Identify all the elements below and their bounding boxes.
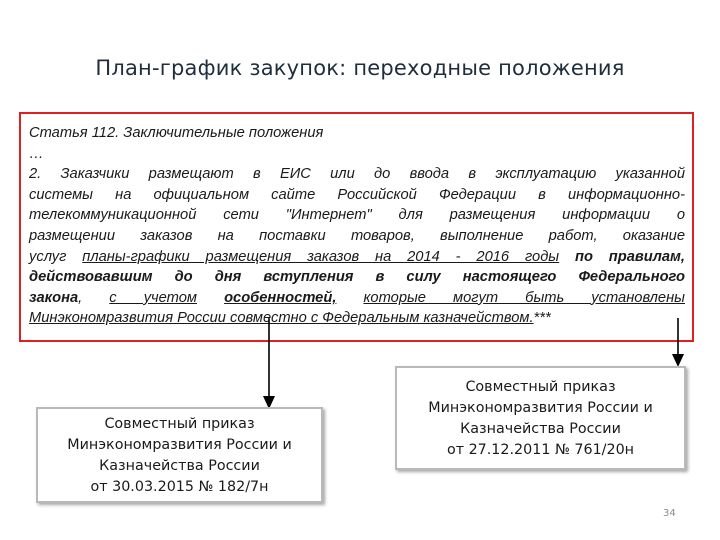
quote-text: размещении заказов на поставки товаров, выполнение работ, оказание (29, 227, 685, 244)
quote-text (197, 290, 224, 306)
order-line: от 27.12.2011 № 761/20н (446, 442, 635, 458)
joint-order-2015-box (36, 407, 323, 503)
article-heading: Статья 112. Заключительные положения (29, 125, 324, 141)
order-line: Казначейства России (460, 421, 621, 437)
page-number: 34 (663, 508, 676, 519)
bold-phrase: закона (29, 289, 79, 306)
quote-line (29, 267, 685, 288)
footnote-mark: *** (533, 310, 551, 327)
underlined-phrase: планы-графики размещения заказов на 2014 - 2016 годы (82, 248, 560, 265)
quote-line (29, 226, 685, 247)
quote-text: услуг (29, 248, 83, 265)
arrow-to-left-order (262, 318, 276, 410)
order-line: Совместный приказ (104, 416, 255, 432)
order-line: Казначейства России (99, 458, 260, 474)
quote-line (29, 247, 685, 268)
slide-title: План-график закупок: переходные положения (95, 56, 625, 80)
quote-text: системы на официальном сайте Российской Федерации в информационно- (29, 186, 685, 203)
order-line: от 30.03.2015 № 182/7н (90, 479, 269, 495)
underlined-phrase: которые могут быть установлены (363, 289, 685, 306)
order-line: Минэкономразвития России и (428, 400, 653, 416)
law-quote-box (19, 112, 694, 342)
joint-order-2011-box (395, 366, 686, 470)
quote-line (29, 123, 685, 144)
quote-line (29, 144, 685, 165)
quote-line (29, 288, 685, 309)
underlined-phrase: Минэкономразвития России совместно с Федеральным казначейством. (29, 310, 534, 327)
bold-underlined-phrase: особенностей, (224, 289, 337, 306)
order-line: Совместный приказ (465, 379, 616, 395)
quote-text: 2. Заказчики размещают в ЕИС или до ввода в эксплуатацию указанной (29, 166, 685, 183)
arrow-to-right-order (671, 318, 685, 368)
quote-line (29, 185, 685, 206)
quote-text (559, 249, 575, 265)
quote-line (29, 205, 685, 226)
bold-phrase: по правилам, (574, 248, 685, 265)
quote-line (29, 164, 685, 185)
quote-text: , (78, 289, 110, 306)
ellipsis: … (29, 145, 44, 162)
underlined-phrase: с учетом (109, 289, 197, 306)
quote-line (29, 308, 685, 329)
quote-text (336, 290, 363, 306)
order-line: Минэкономразвития России и (67, 437, 292, 453)
bold-phrase: действовавшим до дня вступления в силу настоящего Федерального (29, 269, 685, 286)
quote-text: телекоммуникационной сети "Интернет" для размещения информации о (29, 207, 685, 224)
